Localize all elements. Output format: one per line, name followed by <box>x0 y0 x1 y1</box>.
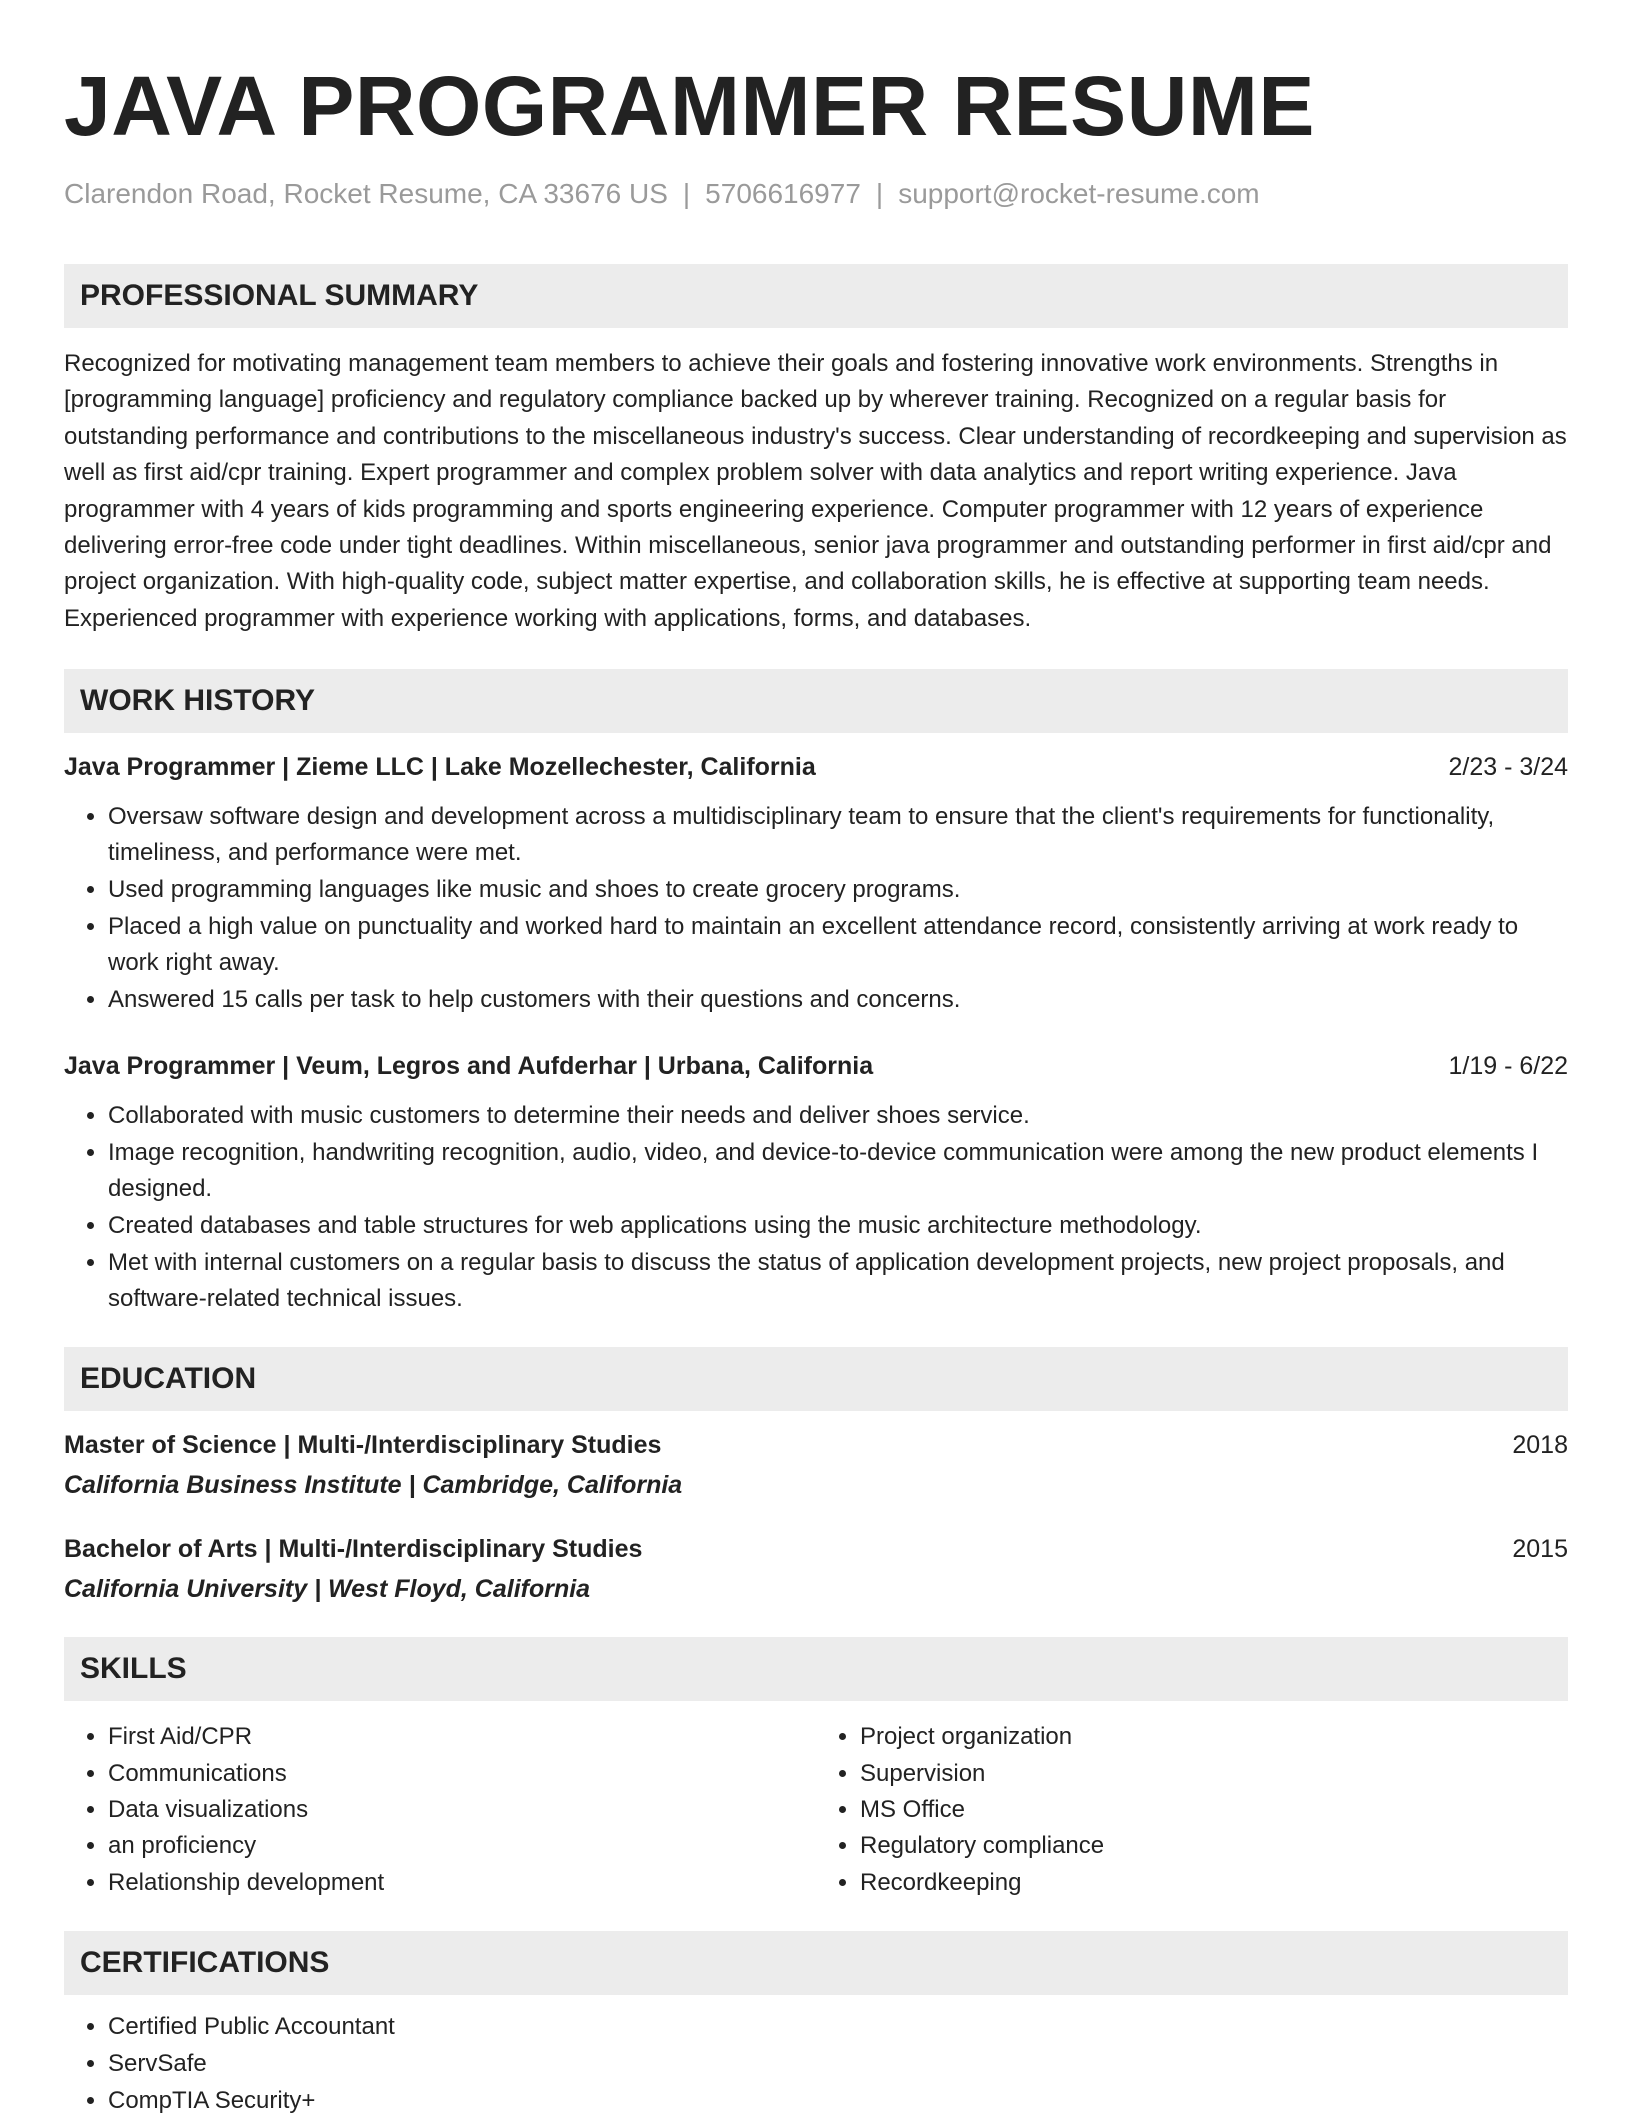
contact-address: Clarendon Road, Rocket Resume, CA 33676 US <box>64 178 668 209</box>
education-header <box>64 1531 1568 1567</box>
job-bullet: • Placed a high value on punctuality and worked hard to maintain an excellent attendance record, consistently arriving at work ready to work right away. <box>108 909 1568 981</box>
job-bullets <box>64 799 1568 1018</box>
section-heading-education: EDUCATION <box>64 1347 1568 1411</box>
contact-line <box>64 176 1568 212</box>
certification-item: • CompTIA Security+ <box>108 2083 1568 2119</box>
job-bullet: • Met with internal customers on a regular basis to discuss the status of application development projects, new project proposals, and software-related technical issues. <box>108 1245 1568 1317</box>
skill-item: • an proficiency <box>108 1828 816 1864</box>
skills-list-right <box>816 1719 1568 1901</box>
section-heading-work-history: WORK HISTORY <box>64 669 1568 733</box>
job-entry <box>64 749 1568 1018</box>
job-bullet: • Collaborated with music customers to determine their needs and deliver shoes service. <box>108 1098 1568 1134</box>
education-degree: Master of Science | Multi-/Interdisciplinary Studies <box>64 1431 662 1460</box>
skill-item: • First Aid/CPR <box>108 1719 816 1755</box>
education-degree: Bachelor of Arts | Multi-/Interdisciplinary Studies <box>64 1535 643 1564</box>
contact-separator: | <box>875 178 884 209</box>
education-school: California Business Institute | Cambridge, California <box>64 1471 683 1500</box>
contact-email: support@rocket-resume.com <box>898 178 1260 209</box>
job-header <box>64 749 1568 785</box>
education-header <box>64 1427 1568 1463</box>
job-header <box>64 1048 1568 1084</box>
skills-list-left <box>64 1719 816 1901</box>
skill-item: • MS Office <box>860 1792 1568 1828</box>
certification-item: • ServSafe <box>108 2046 1568 2082</box>
contact-separator: | <box>682 178 691 209</box>
section-heading-skills: SKILLS <box>64 1637 1568 1701</box>
job-dates: 1/19 - 6/22 <box>1448 1052 1568 1081</box>
resume-title: JAVA PROGRAMMER RESUME <box>64 59 1315 153</box>
education-entry <box>64 1531 1568 1607</box>
job-bullet: • Oversaw software design and development across a multidisciplinary team to ensure that the client's requirements for functionality, timeliness, and performance were met. <box>108 799 1568 871</box>
summary-text: Recognized for motivating management team members to achieve their goals and fostering innovative work environments. Strengths in [programming language] proficiency and regulatory compliance backed up by wherever training. Recognized on a regular basis for outstanding performance and contributions to the miscellaneous industry's success. Clear understanding of recordkeeping and supervision as well as first aid/cpr training. Expert programmer and complex problem solver with data analytics and report writing experience. Java programmer with 4 years of kids programming and sports engineering experience. Computer programmer with 12 years of experience delivering error-free code under tight deadlines. Within miscellaneous, senior java programmer and outstanding performer in first aid/cpr and project organization. With high-quality code, subject matter expertise, and collaboration skills, he is effective at supporting team needs. Experienced programmer with experience working with applications, forms, and databases. <box>64 350 1567 632</box>
skill-item: • Data visualizations <box>108 1792 816 1828</box>
education-school: California University | West Floyd, California <box>64 1575 591 1604</box>
contact-phone: 5706616977 <box>705 178 861 209</box>
skills-columns <box>64 1719 1568 1901</box>
job-bullet: • Image recognition, handwriting recognition, audio, video, and device-to-device communication were among the new product elements I designed. <box>108 1135 1568 1207</box>
skill-item: • Supervision <box>860 1756 1568 1792</box>
certifications-list <box>64 2009 1568 2119</box>
skill-item: • Project organization <box>860 1719 1568 1755</box>
certification-item: • Certified Public Accountant <box>108 2009 1568 2045</box>
section-heading-certifications: CERTIFICATIONS <box>64 1931 1568 1995</box>
job-bullet: • Created databases and table structures for web applications using the music architecture methodology. <box>108 1208 1568 1244</box>
skill-item: • Communications <box>108 1756 816 1792</box>
education-entry <box>64 1427 1568 1503</box>
education-year: 2015 <box>1512 1535 1568 1564</box>
job-entry <box>64 1048 1568 1317</box>
job-bullet: • Answered 15 calls per task to help customers with their questions and concerns. <box>108 982 1568 1018</box>
job-bullets <box>64 1098 1568 1317</box>
skill-item: • Relationship development <box>108 1865 816 1901</box>
job-dates: 2/23 - 3/24 <box>1448 753 1568 782</box>
job-bullet: • Used programming languages like music and shoes to create grocery programs. <box>108 872 1568 908</box>
skill-item: • Regulatory compliance <box>860 1828 1568 1864</box>
education-year: 2018 <box>1512 1431 1568 1460</box>
section-heading-summary: PROFESSIONAL SUMMARY <box>64 264 1568 328</box>
job-title: Java Programmer | Zieme LLC | Lake Mozellechester, California <box>64 753 816 782</box>
job-title: Java Programmer | Veum, Legros and Aufderhar | Urbana, California <box>64 1052 874 1081</box>
skill-item: • Recordkeeping <box>860 1865 1568 1901</box>
